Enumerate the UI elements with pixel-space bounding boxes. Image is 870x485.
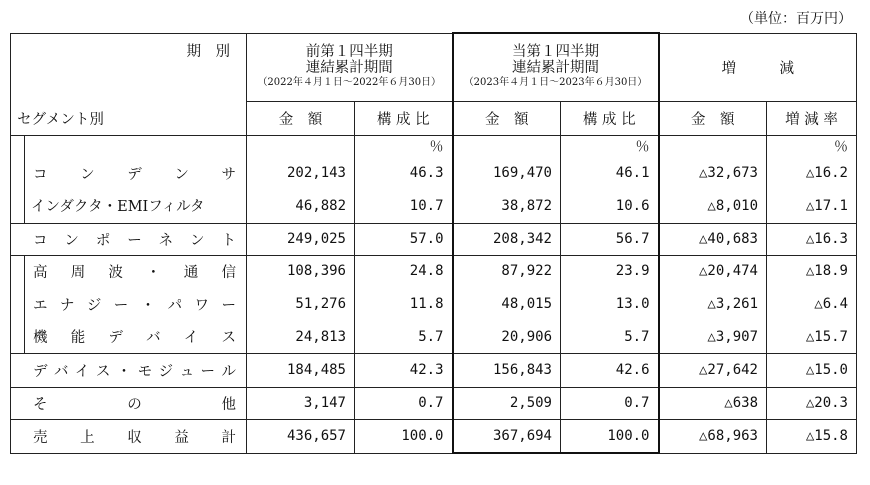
table-row-total xyxy=(11,419,857,453)
prev-amount: 436,657 xyxy=(247,419,355,453)
curr-amount: 38,872 xyxy=(453,189,561,223)
curr-ratio: 10.6 xyxy=(561,189,659,223)
prev-ratio: 0.7 xyxy=(355,387,453,419)
prev-period-range: （2022年４月１日～2022年６月30日） xyxy=(257,77,442,88)
prev-amount: 24,813 xyxy=(247,321,355,353)
prev-ratio: 11.8 xyxy=(355,287,453,321)
prev-amount: 3,147 xyxy=(247,387,355,419)
curr-period-title2: 連結累計期間 xyxy=(512,60,599,77)
curr-ratio: 100.0 xyxy=(561,419,659,453)
curr-ratio: 13.0 xyxy=(561,287,659,321)
row-label: エ ナ ジ ー ・ パ ワ ー xyxy=(33,297,236,314)
curr-period-header xyxy=(453,33,659,101)
group-indent-components xyxy=(11,135,25,223)
curr-amount: 367,694 xyxy=(453,419,561,453)
curr-ratio: 0.7 xyxy=(561,387,659,419)
prev-percent-mark: ％ xyxy=(355,135,453,157)
prev-amount-header: 金 額 xyxy=(247,101,355,135)
prev-amount: 108,396 xyxy=(247,255,355,287)
curr-amount-header: 金 額 xyxy=(453,101,561,135)
table-row xyxy=(11,321,857,353)
diff-amount: △20,474 xyxy=(659,255,767,287)
change-amount-header: 金 額 xyxy=(659,101,767,135)
change-rate: △16.2 xyxy=(767,157,857,189)
curr-period-range: （2023年４月１日～2023年６月30日） xyxy=(463,77,648,89)
diff-amount: △8,010 xyxy=(659,189,767,223)
prev-amount: 46,882 xyxy=(247,189,355,223)
diff-amount: △3,261 xyxy=(659,287,767,321)
row-label: そ の 他 xyxy=(33,396,236,413)
curr-amount: 156,843 xyxy=(453,353,561,387)
prev-ratio: 46.3 xyxy=(355,157,453,189)
curr-amount: 2,509 xyxy=(453,387,561,419)
prev-ratio: 24.8 xyxy=(355,255,453,287)
curr-percent-mark: ％ xyxy=(561,135,659,157)
prev-ratio: 10.7 xyxy=(355,189,453,223)
segment-sales-table xyxy=(10,32,857,454)
prev-amount: 51,276 xyxy=(247,287,355,321)
segment-header-label: セグメント別 xyxy=(17,111,104,128)
diff-amount: △3,907 xyxy=(659,321,767,353)
group-indent-devices xyxy=(11,255,25,353)
curr-ratio-header: 構 成 比 xyxy=(561,101,659,135)
row-label: 機 能 デ バ イ ス xyxy=(33,330,236,347)
prev-ratio: 100.0 xyxy=(355,419,453,453)
curr-period-title1: 当第１四半期 xyxy=(512,44,599,61)
prev-ratio-header: 構 成 比 xyxy=(355,101,453,135)
table-row xyxy=(11,255,857,287)
curr-amount: 208,342 xyxy=(453,223,561,255)
change-rate: △6.4 xyxy=(767,287,857,321)
curr-amount: 169,470 xyxy=(453,157,561,189)
change-rate: △16.3 xyxy=(767,223,857,255)
curr-ratio: 42.6 xyxy=(561,353,659,387)
unit-label: （単位：百万円） xyxy=(740,11,852,27)
row-label: インダクタ・EMIフィルタ xyxy=(25,189,247,223)
prev-period-title1: 前第１四半期 xyxy=(305,44,393,60)
change-rate: △17.1 xyxy=(767,189,857,223)
curr-amount: 48,015 xyxy=(453,287,561,321)
diff-amount: △32,673 xyxy=(659,157,767,189)
prev-ratio: 5.7 xyxy=(355,321,453,353)
change-header: 増 減 xyxy=(659,33,857,101)
curr-ratio: 5.7 xyxy=(561,321,659,353)
change-rate: △18.9 xyxy=(767,255,857,287)
curr-amount: 87,922 xyxy=(453,255,561,287)
curr-amount: 20,906 xyxy=(453,321,561,353)
row-label: 高 周 波 ・ 通 信 xyxy=(33,264,236,281)
rate-percent-mark: ％ xyxy=(767,135,857,157)
diff-amount: △27,642 xyxy=(659,353,767,387)
corner-header-cell xyxy=(11,33,247,135)
change-rate: △20.3 xyxy=(767,387,857,419)
table-row xyxy=(11,287,857,321)
period-header-label: 期 別 xyxy=(186,43,230,60)
prev-period-title2: 連結累計期間 xyxy=(305,60,393,76)
change-rate: △15.8 xyxy=(767,419,857,453)
table-row xyxy=(11,223,857,255)
table-row xyxy=(11,353,857,387)
table-row xyxy=(11,387,857,419)
row-label: 売 上 収 益 計 xyxy=(33,429,236,446)
change-rate: △15.0 xyxy=(767,353,857,387)
prev-ratio: 42.3 xyxy=(355,353,453,387)
prev-period-header xyxy=(247,33,453,101)
diff-amount: △40,683 xyxy=(659,223,767,255)
curr-ratio: 23.9 xyxy=(561,255,659,287)
change-rate-header: 増 減 率 xyxy=(767,101,857,135)
row-label: コ ン ポ ー ネ ン ト xyxy=(33,232,236,249)
table-row xyxy=(11,189,857,223)
prev-amount: 249,025 xyxy=(247,223,355,255)
row-label: デ バ イ ス ・ モ ジ ュ ー ル xyxy=(33,363,236,380)
curr-ratio: 56.7 xyxy=(561,223,659,255)
row-label: コ ン デ ン サ xyxy=(33,166,236,183)
diff-amount: △68,963 xyxy=(659,419,767,453)
curr-ratio: 46.1 xyxy=(561,157,659,189)
prev-ratio: 57.0 xyxy=(355,223,453,255)
diff-amount: △638 xyxy=(659,387,767,419)
change-rate: △15.7 xyxy=(767,321,857,353)
table-row xyxy=(11,157,857,189)
prev-amount: 184,485 xyxy=(247,353,355,387)
prev-amount: 202,143 xyxy=(247,157,355,189)
